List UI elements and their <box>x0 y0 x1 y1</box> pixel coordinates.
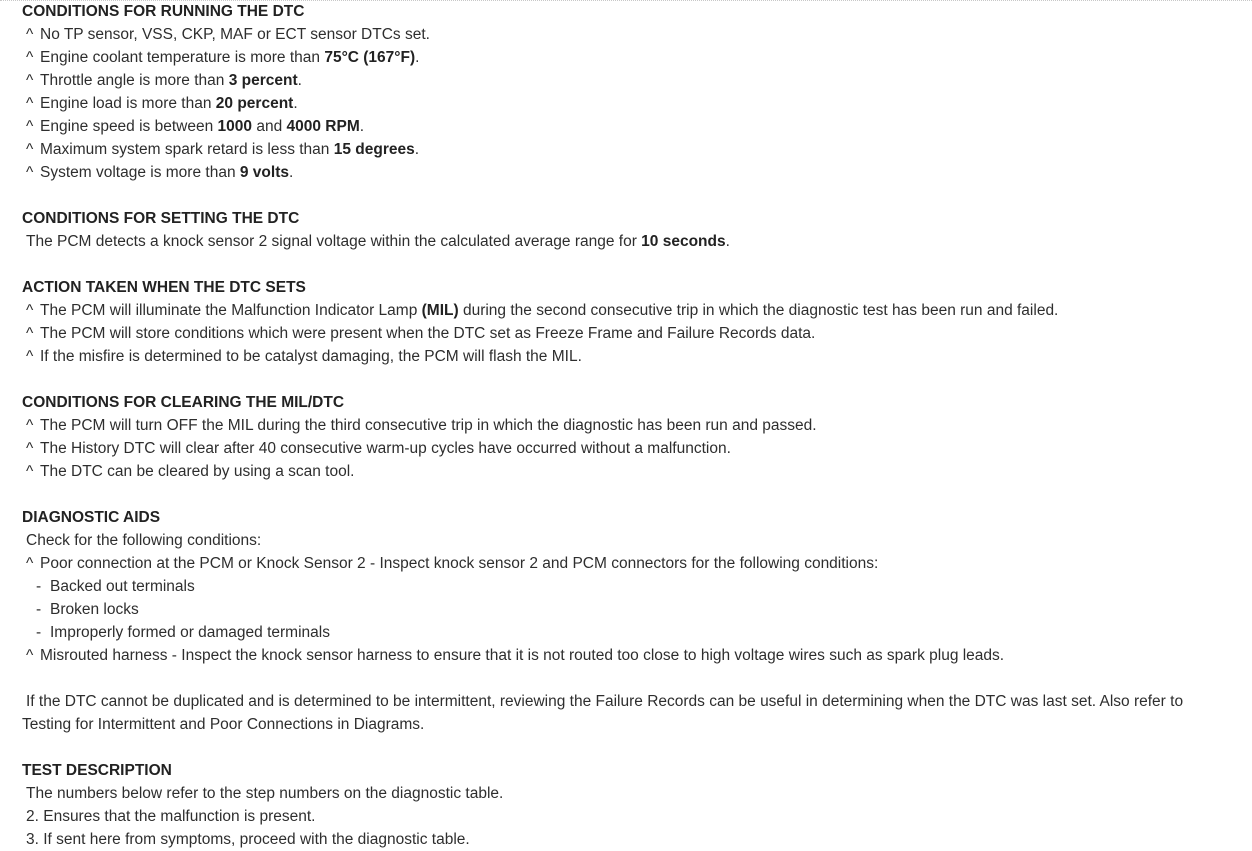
paragraph: The numbers below refer to the step numbers on the diagnostic table. <box>26 785 504 802</box>
dash-bullet-icon: - <box>36 578 42 595</box>
section-heading-clearing: CONDITIONS FOR CLEARING THE MIL/DTC <box>22 394 345 411</box>
list-item: ^ Maximum system spark retard is less than 15 degrees. <box>22 138 1234 161</box>
caret-bullet-icon: ^ <box>26 463 34 480</box>
section-heading-aids: DIAGNOSTIC AIDS <box>22 509 161 526</box>
note-line: Testing for Intermittent and Poor Connections in Diagrams. <box>22 716 425 733</box>
sub-list-item: - Improperly formed or damaged terminals <box>22 621 1234 644</box>
caret-bullet-icon: ^ <box>26 164 34 181</box>
caret-bullet-icon: ^ <box>26 141 34 158</box>
spacer <box>22 736 1234 759</box>
document-body <box>22 0 1234 851</box>
list-item: ^ Misrouted harness - Inspect the knock sensor harness to ensure that it is not routed too close to high voltage wires such as spark plug leads. <box>22 644 1234 667</box>
caret-bullet-icon: ^ <box>26 72 34 89</box>
list-item: ^ The DTC can be cleared by using a scan tool. <box>22 460 1234 483</box>
caret-bullet-icon: ^ <box>26 555 34 572</box>
caret-bullet-icon: ^ <box>26 95 34 112</box>
list-item: ^ The PCM will illuminate the Malfunction Indicator Lamp (MIL) during the second consecutive trip in which the diagnostic test has been run and failed. <box>22 299 1234 322</box>
list-item: ^ Engine speed is between 1000 and 4000 RPM. <box>22 115 1234 138</box>
paragraph: The PCM detects a knock sensor 2 signal voltage within the calculated average range for 10 seconds. <box>26 233 730 250</box>
section-heading-action: ACTION TAKEN WHEN THE DTC SETS <box>22 279 306 296</box>
caret-bullet-icon: ^ <box>26 417 34 434</box>
list-item: ^ System voltage is more than 9 volts. <box>22 161 1234 184</box>
list-item: ^ Throttle angle is more than 3 percent. <box>22 69 1234 92</box>
spacer <box>22 483 1234 506</box>
spacer <box>22 184 1234 207</box>
section-heading-setting: CONDITIONS FOR SETTING THE DTC <box>22 210 300 227</box>
list-item: ^ If the misfire is determined to be catalyst damaging, the PCM will flash the MIL. <box>22 345 1234 368</box>
dash-bullet-icon: - <box>36 624 42 641</box>
paragraph: Check for the following conditions: <box>26 532 262 549</box>
spacer <box>22 667 1234 690</box>
caret-bullet-icon: ^ <box>26 325 34 342</box>
sub-list-item: - Broken locks <box>22 598 1234 621</box>
list-item: ^ Engine load is more than 20 percent. <box>22 92 1234 115</box>
spacer <box>22 253 1234 276</box>
step-item: 2. Ensures that the malfunction is present. <box>26 808 316 825</box>
list-item: ^ No TP sensor, VSS, CKP, MAF or ECT sensor DTCs set. <box>22 23 1234 46</box>
list-item: ^ Poor connection at the PCM or Knock Sensor 2 - Inspect knock sensor 2 and PCM connectors for the following conditions: <box>22 552 1234 575</box>
spacer <box>22 368 1234 391</box>
list-item: ^ The History DTC will clear after 40 consecutive warm-up cycles have occurred without a malfunction. <box>22 437 1234 460</box>
caret-bullet-icon: ^ <box>26 118 34 135</box>
caret-bullet-icon: ^ <box>26 348 34 365</box>
caret-bullet-icon: ^ <box>26 440 34 457</box>
sub-list-item: - Backed out terminals <box>22 575 1234 598</box>
section-heading-running: CONDITIONS FOR RUNNING THE DTC <box>22 3 305 20</box>
caret-bullet-icon: ^ <box>26 302 34 319</box>
caret-bullet-icon: ^ <box>26 49 34 66</box>
list-item: ^ The PCM will turn OFF the MIL during the third consecutive trip in which the diagnostic has been run and passed. <box>22 414 1234 437</box>
list-item: ^ Engine coolant temperature is more than 75°C (167°F). <box>22 46 1234 69</box>
dash-bullet-icon: - <box>36 601 42 618</box>
step-item: 3. If sent here from symptoms, proceed with the diagnostic table. <box>26 831 470 848</box>
caret-bullet-icon: ^ <box>26 647 34 664</box>
caret-bullet-icon: ^ <box>26 26 34 43</box>
section-heading-test: TEST DESCRIPTION <box>22 762 172 779</box>
note-line: If the DTC cannot be duplicated and is determined to be intermittent, reviewing the Failure Records can be useful in determining when the DTC was last set. Also refer to <box>26 693 1184 710</box>
list-item: ^ The PCM will store conditions which were present when the DTC set as Freeze Frame and Failure Records data. <box>22 322 1234 345</box>
